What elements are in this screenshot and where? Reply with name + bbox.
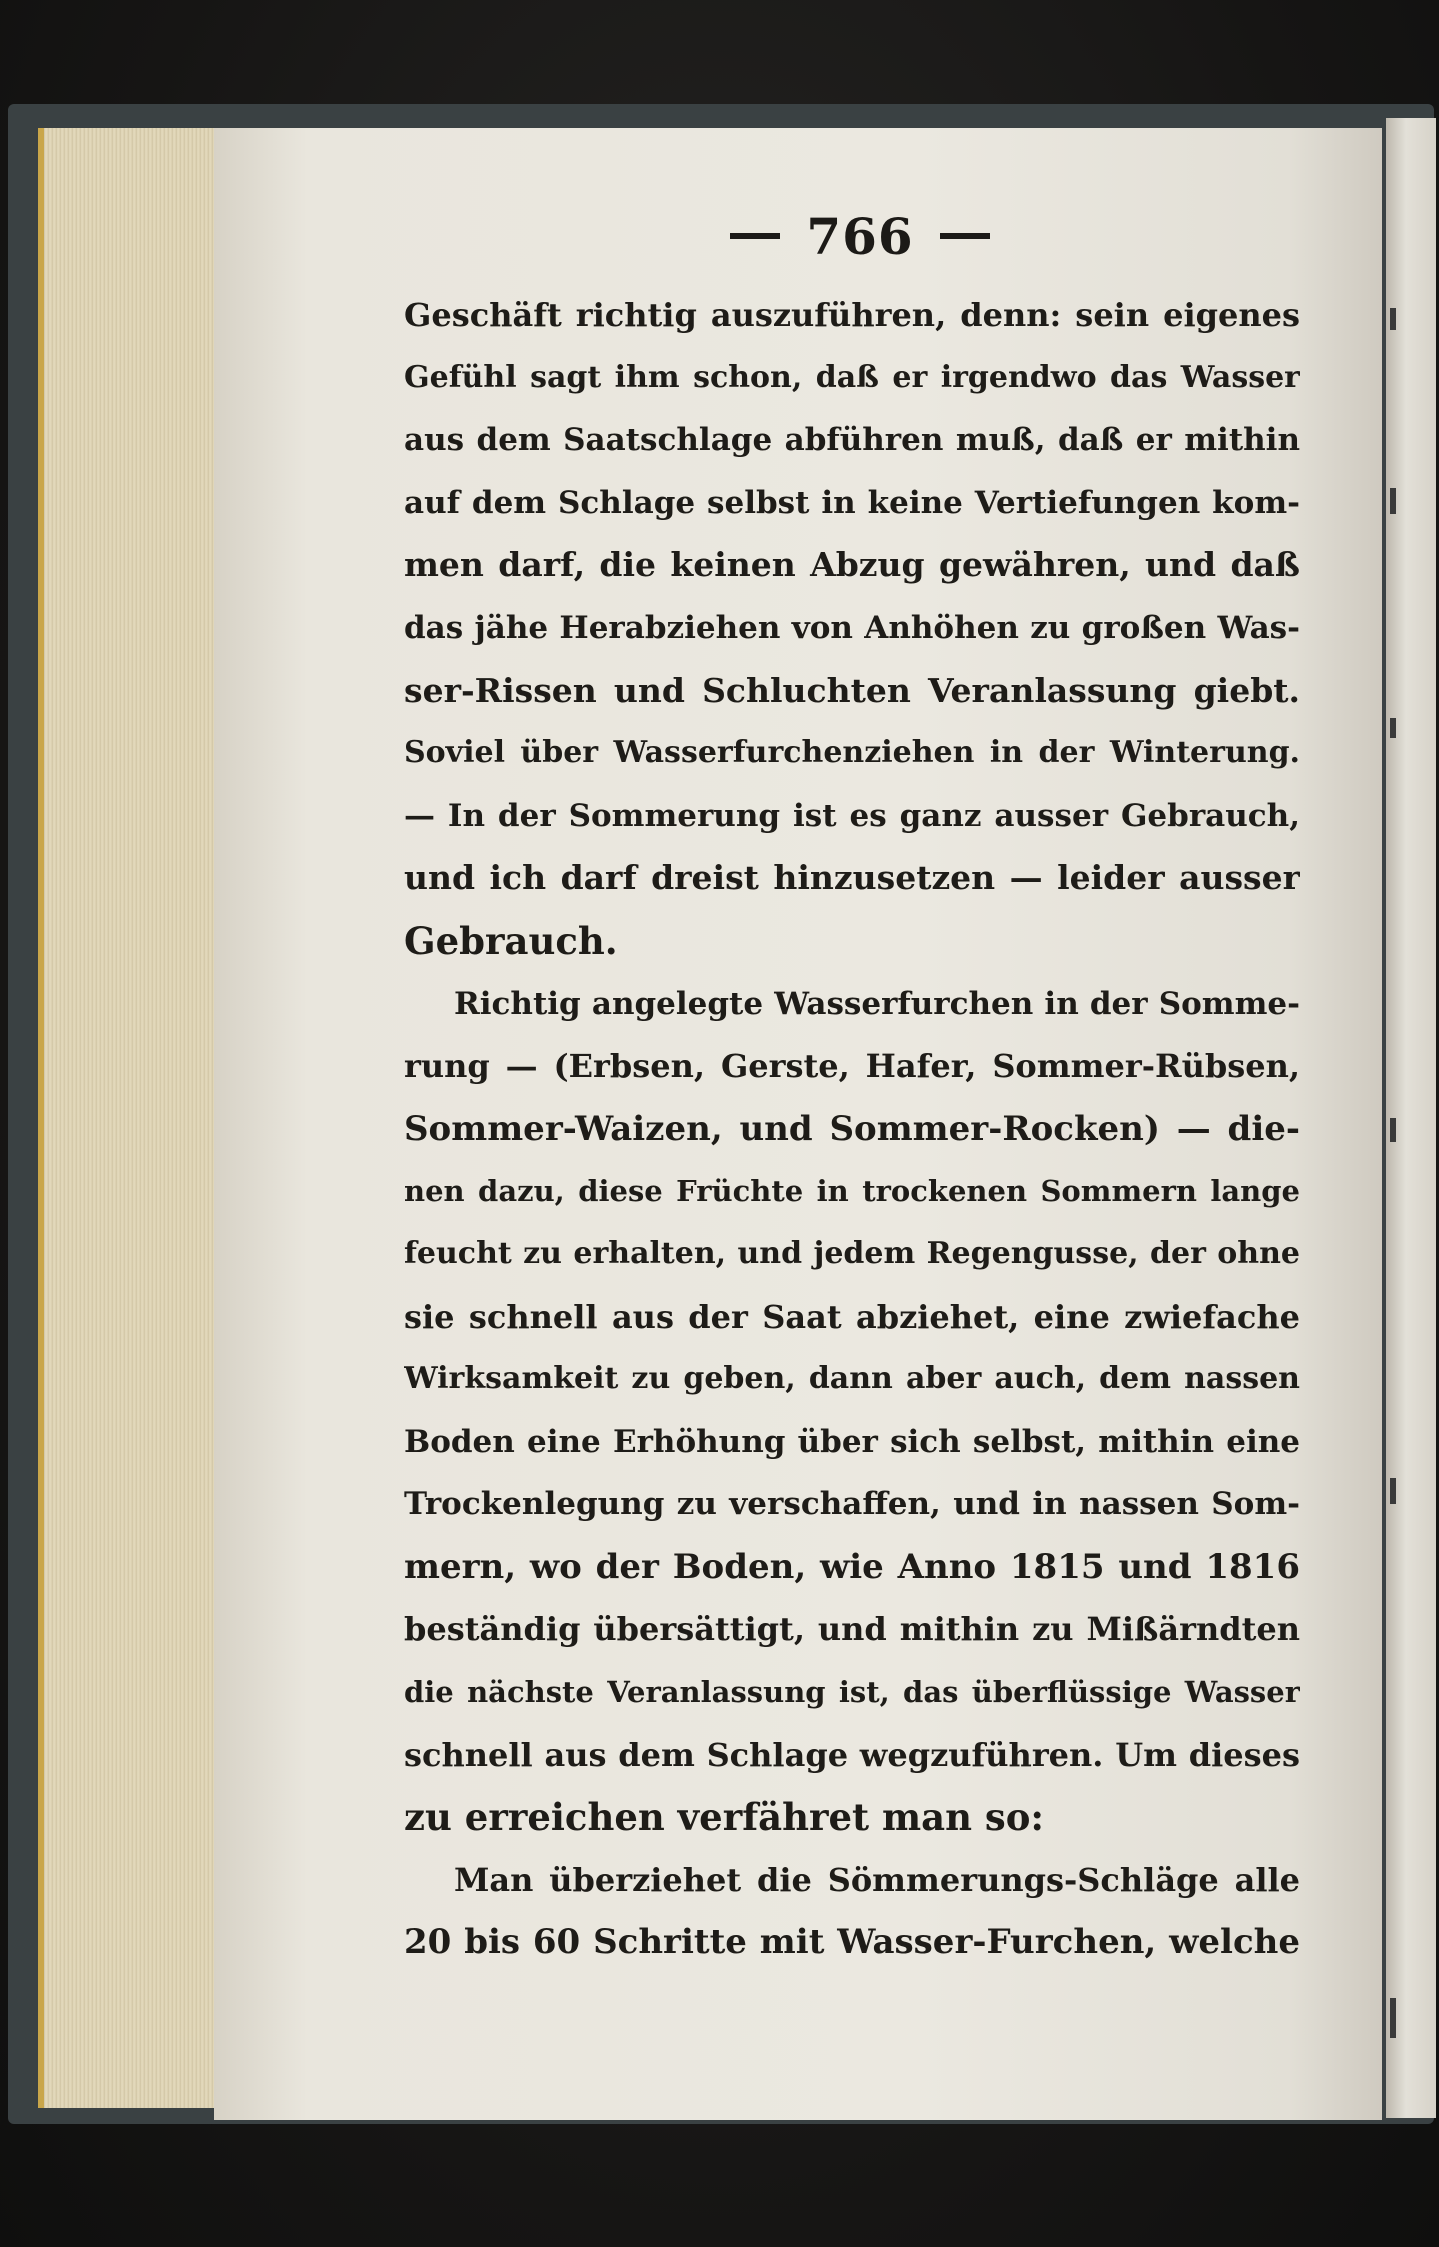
text-line: aus dem Saatschlage abführen muß, daß er mithin [404,422,1300,459]
text-line: Boden eine Erhöhung über sich selbst, mithin eine [404,1423,1300,1460]
header-dash-right [940,233,990,239]
text-line: men darf, die keinen Abzug gewähren, und daß [404,545,1300,585]
text-line: auf dem Schlage selbst in keine Vertiefungen kom- [404,484,1300,521]
text-line: nen dazu, diese Früchte in trockenen Sommern lange [404,1174,1300,1209]
text-line: und ich darf dreist hinzusetzen — leider ausser [404,858,1300,898]
text-line: 20 bis 60 Schritte mit Wasser-Furchen, welche [404,1922,1300,1963]
page-number: 766 [806,206,914,266]
text-line: mern, wo der Boden, wie Anno 1815 und 1816 [404,1546,1300,1587]
text-line: sie schnell aus der Saat abziehet, eine zwiefache [404,1297,1300,1336]
page-header [700,206,1020,266]
text-line: Richtig angelegte Wasserfurchen in der Somme- [454,985,1300,1022]
text-line: feucht zu erhalten, und jedem Regengusse, der ohne [404,1235,1300,1271]
body-text [404,284,1300,1974]
text-line: die nächste Veranlassung ist, das überflüssige Wasser [404,1675,1300,1710]
page-block-edge [38,128,224,2108]
text-line: Gefühl sagt ihm schon, daß er irgendwo das Wasser [404,359,1300,395]
text-line: Man überziehet die Sömmerungs-Schläge alle [454,1860,1300,1899]
text-line: Sommer-Waizen, und Sommer-Rocken) — die- [404,1108,1300,1149]
text-line: das jähe Herabziehen von Anhöhen zu großen Was- [404,609,1300,646]
text-line: schnell aus dem Schlage wegzuführen. Um dieses [404,1735,1300,1774]
text-line: rung — (Erbsen, Gerste, Hafer, Sommer-Rübsen, [404,1047,1300,1086]
text-line: Gebrauch. [404,918,618,963]
text-line: — In der Sommerung ist es ganz ausser Gebrauch, [404,797,1300,834]
text-line: ser-Rissen und Schluchten Veranlassung giebt. [404,670,1300,710]
header-dash-left [730,233,780,239]
text-line: Geschäft richtig auszuführen, denn: sein eigenes [404,296,1300,334]
text-line: Soviel über Wasserfurchenziehen in der Winterung. [404,735,1300,771]
text-line: Trockenlegung zu verschaffen, und in nassen Som- [404,1486,1300,1523]
text-line: zu erreichen verfähret man so: [404,1795,1045,1840]
text-line: beständig übersättigt, und mithin zu Mißärndten [404,1610,1300,1649]
text-line: Wirksamkeit zu geben, dann aber auch, dem nassen [404,1361,1300,1397]
facing-page-edge [1386,118,1436,2118]
